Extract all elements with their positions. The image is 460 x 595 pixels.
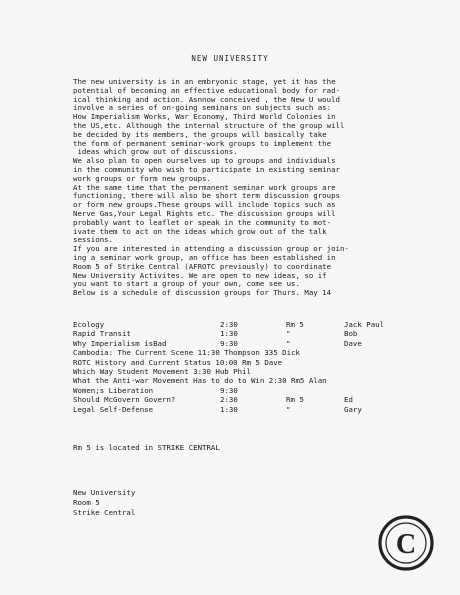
schedule-line: Cambodia: The Current Scene 11:30 Thompson 335 Dick	[73, 348, 300, 358]
schedule-row	[73, 376, 423, 385]
address-line: Room 5	[73, 497, 100, 507]
schedule-list	[73, 320, 423, 414]
schedule-room: Rm 5	[286, 320, 304, 329]
schedule-time: 1:30	[220, 404, 238, 414]
copyright-stamp-icon	[376, 513, 436, 573]
location-note: Rm 5 is located in STRIKE CENTRAL	[73, 443, 220, 452]
schedule-row	[73, 395, 423, 404]
body-line: work groups or form new groups.	[73, 173, 211, 183]
schedule-event: Ecology	[73, 320, 105, 329]
schedule-leader: Gary	[344, 404, 362, 414]
schedule-time: 2:30	[220, 320, 238, 329]
schedule-leader: Bob	[344, 329, 358, 339]
address-block	[73, 488, 135, 517]
body-line: in the community who wish to participate in existing seminar	[73, 164, 340, 174]
schedule-row	[73, 339, 423, 348]
body-line: ivate them to act on the ideas which grow out of the talk	[73, 226, 327, 236]
schedule-event: Should McGovern Govern?	[73, 395, 176, 405]
schedule-room: "	[286, 404, 291, 414]
address-line: New University	[73, 488, 136, 497]
body-line: sessions.	[73, 235, 114, 245]
body-line: We also plan to open ourselves up to groups and individuals	[73, 156, 336, 166]
body-line: ideas which grow out of discussions.	[73, 147, 238, 157]
schedule-line: ROTC History and Current Status 10:00 Rm 5 Dave	[73, 357, 283, 367]
body-line: Room 5 of Strike Central (AFROTC previously) to coordinate	[73, 261, 332, 271]
body-line: Below is a schedule of discussion groups for Thurs. May 14	[73, 288, 332, 298]
schedule-room: "	[286, 338, 291, 348]
body-line: New University Activites. We are open to new ideas, so if	[73, 270, 327, 280]
schedule-room: Rm 5	[286, 395, 304, 405]
body-line: At the same time that the permanent seminar work groups are	[73, 182, 336, 192]
page-title: NEW UNIVERSITY	[191, 54, 269, 63]
schedule-row	[73, 348, 423, 357]
body-line: The new university is in an embryonic stage, yet it has the	[73, 77, 336, 86]
body-line: the form of permanent seminar-work groups to implement the	[73, 138, 332, 148]
schedule-event: Legal Self-Defense	[73, 404, 154, 414]
schedule-room: "	[286, 329, 291, 339]
schedule-row	[73, 386, 423, 395]
schedule-time: 9:30	[220, 338, 238, 348]
body-line: ical thinking and action. Asnnow conceived , the New U would	[73, 94, 340, 104]
schedule-leader: Ed	[344, 395, 353, 405]
schedule-leader: Dave	[344, 338, 362, 348]
schedule-row	[73, 405, 423, 414]
schedule-event: Women;s Liberation	[73, 385, 154, 395]
body-line: the US,etc. Although the internal structure of the group will	[73, 120, 345, 130]
body-line: potential of becoming an effective educational body for rad-	[73, 85, 340, 95]
schedule-line: Which Way Student Movement 3:30 Hub Phil	[73, 366, 251, 376]
body-line: be decided by its members, the groups will basically take	[73, 129, 327, 139]
schedule-event: Why Imperialism isBad	[73, 338, 167, 348]
body-line: involve a series of on-going seminars on subjects such as:	[73, 103, 332, 113]
body-line: Nerve Gas,Your Legal Rights etc. The discussion groups will	[73, 208, 336, 218]
body-line: How Imperialism Works, War Economy, Third World Colonies in	[73, 112, 336, 122]
schedule-time: 9:30	[220, 385, 238, 395]
copyright-letter: C	[395, 529, 417, 560]
address-line: Strike Central	[73, 507, 136, 517]
schedule-row	[73, 367, 423, 376]
schedule-time: 2:30	[220, 395, 238, 405]
body-line: you want to start a group of your own, come see us.	[73, 279, 300, 289]
body-line: probably want to leaflet or speak in the community to mot-	[73, 217, 332, 227]
schedule-row	[73, 358, 423, 367]
schedule-row	[73, 329, 423, 338]
body-line: functioning, there will also be short term discussion groups	[73, 191, 340, 201]
body-text	[73, 78, 413, 298]
schedule-leader: Jack Paul	[344, 320, 385, 329]
schedule-line: What the Anti-war Movement Has to do to Win 2:30 Rm5 Alan	[73, 376, 327, 386]
body-line: If you are interested in attending a discussion group or join-	[73, 244, 349, 254]
schedule-event: Rapid Transit	[73, 329, 131, 339]
body-line: ing a seminar work group, an office has been established in	[73, 252, 336, 262]
body-line: or form new groups.These groups will include topics such as	[73, 200, 336, 210]
schedule-row	[73, 320, 423, 329]
schedule-time: 1:30	[220, 329, 238, 339]
